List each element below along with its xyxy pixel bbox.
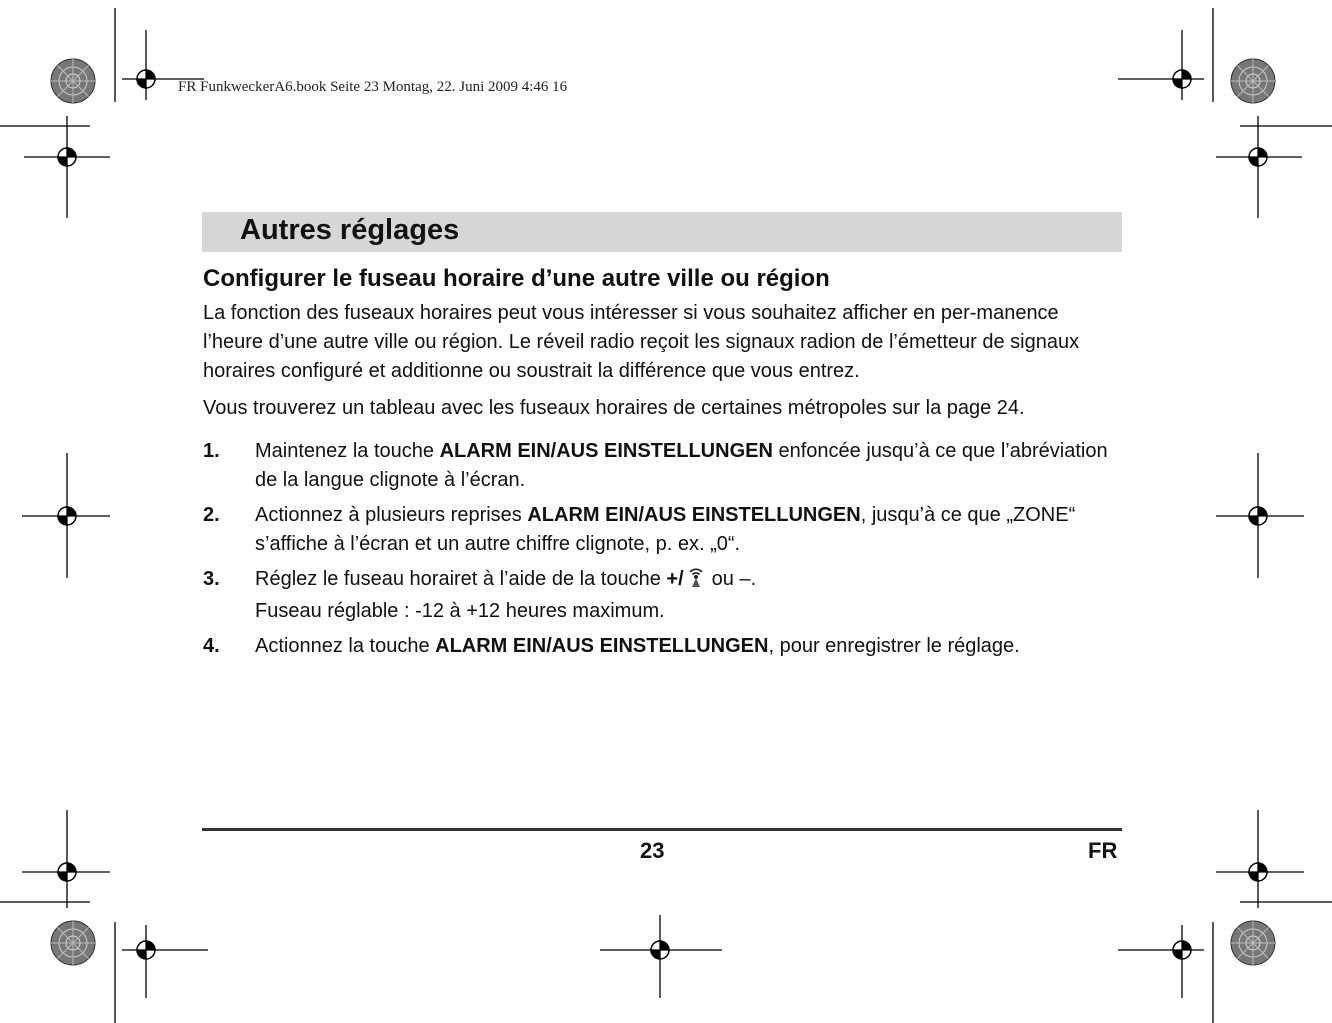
subsection-title: Configurer le fuseau horaire d’une autre ville ou région bbox=[203, 265, 830, 292]
reference-paragraph: Vous trouverez un tableau avec les fuseaux horaires de certaines métropoles sur la page 24. bbox=[203, 397, 1025, 419]
step-number: 1. bbox=[203, 440, 220, 462]
step-text bbox=[255, 437, 1123, 495]
language-code: FR bbox=[1088, 838, 1118, 863]
step-3 bbox=[203, 565, 1123, 626]
step-text bbox=[255, 565, 1123, 626]
page-content bbox=[203, 263, 1123, 667]
step-text-post: , jusqu’à ce que „ZONE“ s’affiche à l’écran et un autre chiffre clignote, p. ex. „0“. bbox=[255, 504, 1076, 555]
step-number: 2. bbox=[203, 504, 220, 526]
step-detail: Fuseau réglable : -12 à +12 heures maximum. bbox=[255, 600, 665, 622]
step-text-post: ou –. bbox=[711, 568, 757, 590]
printer-header: FR FunkweckerA6.book Seite 23 Montag, 22. Juni 2009 4:46 16 bbox=[178, 79, 568, 95]
step-number: 3. bbox=[203, 568, 220, 590]
intro-paragraph: La fonction des fuseaux horaires peut vous intéresser si vous souhaitez afficher en per-manence l’heure d’une autre ville ou région. Le réveil radio reçoit les signaux radion de l’émetteur de signaux horaires configuré et additionne ou soustrait la différence que vous entrez. bbox=[203, 302, 1080, 382]
step-text-pre: Actionnez à plusieurs reprises bbox=[255, 504, 528, 526]
button-name: ALARM EIN/AUS EINSTELLUNGEN bbox=[439, 440, 773, 462]
page-number: 23 bbox=[640, 838, 665, 863]
step-text-pre: Actionnez la touche bbox=[255, 635, 436, 657]
step-number: 4. bbox=[203, 635, 220, 657]
section-header-bar bbox=[202, 212, 1122, 252]
section-title: Autres réglages bbox=[240, 214, 460, 246]
step-text bbox=[255, 501, 1123, 559]
button-name: ALARM EIN/AUS EINSTELLUNGEN bbox=[435, 635, 769, 657]
instruction-steps bbox=[203, 437, 1123, 661]
radio-signal-icon bbox=[686, 566, 706, 597]
footer-rule bbox=[202, 828, 1122, 831]
step-1 bbox=[203, 437, 1123, 495]
step-text-post: , pour enregistrer le réglage. bbox=[768, 635, 1020, 657]
button-name: ALARM EIN/AUS EINSTELLUNGEN bbox=[527, 504, 861, 526]
step-text-post: enfoncée jusqu’à ce que l’abréviation de la langue clignote à l’écran. bbox=[255, 440, 1108, 491]
button-name: +/ bbox=[666, 568, 684, 590]
step-4 bbox=[203, 632, 1123, 661]
step-text-pre: Réglez le fuseau horairet à l’aide de la touche bbox=[255, 568, 667, 590]
step-text-pre: Maintenez la touche bbox=[255, 440, 440, 462]
step-2 bbox=[203, 501, 1123, 559]
step-text bbox=[255, 632, 1123, 661]
